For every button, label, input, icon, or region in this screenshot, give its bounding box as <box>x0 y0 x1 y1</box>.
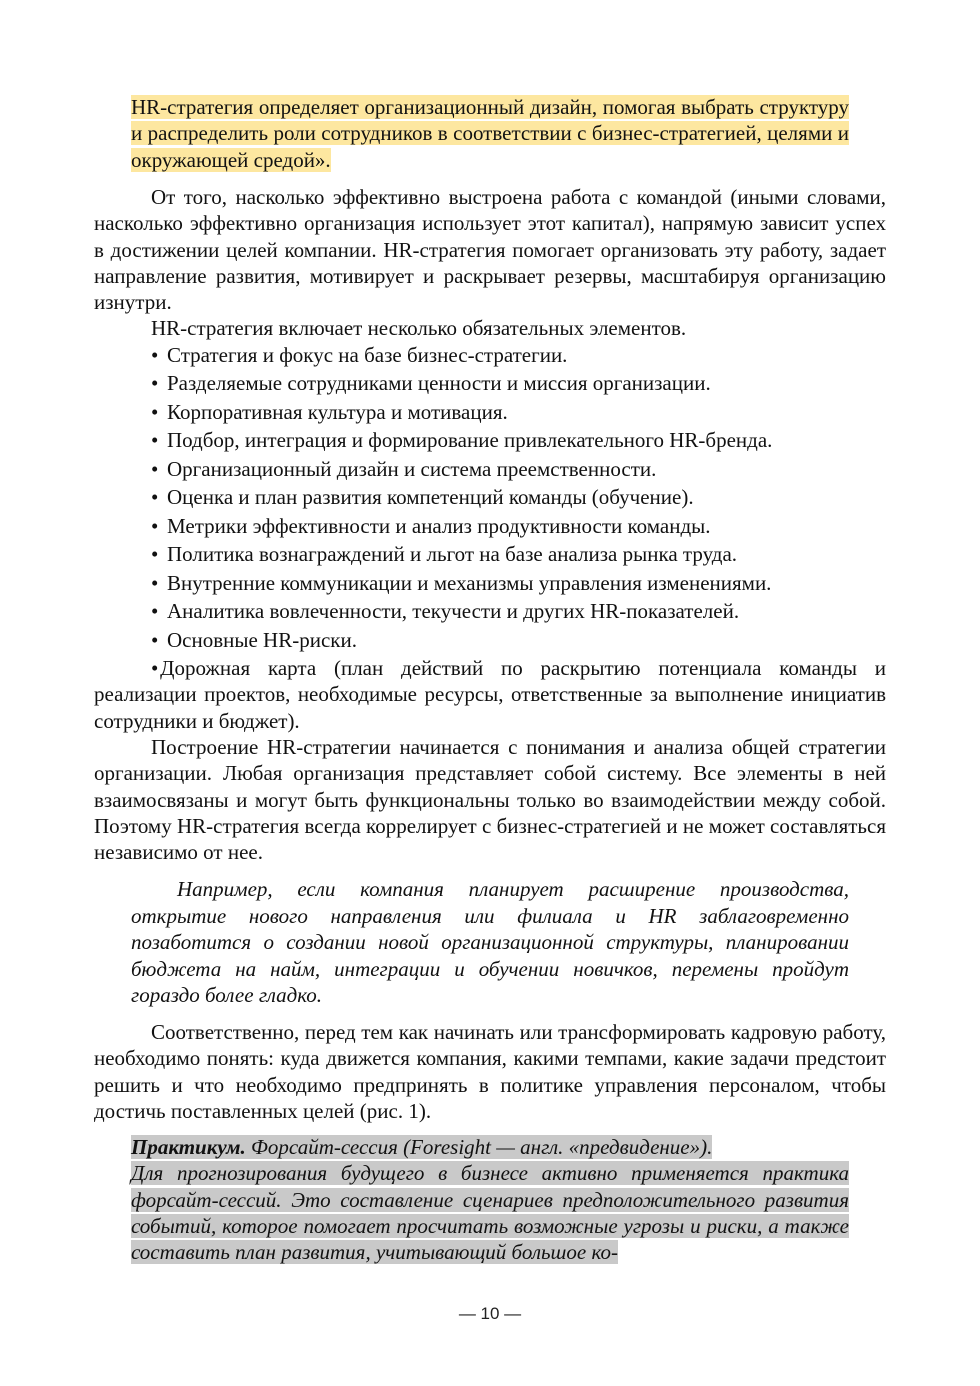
list-item <box>94 484 886 510</box>
list-item-text: Подбор, интеграция и формирование привлекательного HR-бренда. <box>167 428 773 453</box>
page-number: — 10 — <box>458 1304 522 1323</box>
list-item-text: Аналитика вовлеченности, текучести и других HR-показателей. <box>167 599 740 624</box>
list-item-text: Основные HR-риски. <box>167 627 357 652</box>
list-item <box>94 456 886 482</box>
list-item <box>94 570 886 596</box>
list-item-text: Разделяемые сотрудниками ценности и миссия организации. <box>167 371 711 396</box>
list-item-text: Метрики эффективности и анализ продуктивности команды. <box>167 513 711 538</box>
paragraph-1: От того, насколько эффективно выстроена работа с командой (иными словами, насколько эффективно организация использует этот капитал), напрямую зависит успех в достижении целей компании. HR-стратегия помогает организовать эту работу, задает направление развития, мотивирует и раскрывает резервы, масштабируя организацию изнутри. <box>94 185 886 315</box>
practicum-shade <box>131 1135 849 1264</box>
bullet-dot: • <box>151 570 159 595</box>
list-item <box>94 342 886 368</box>
list-item <box>94 598 886 624</box>
practicum-text: Для прогнозирования будущего в бизнесе активно применяется практика форсайт-сессий. Это составление сценариев предположительного развития событий, которое помогает просчитать возможные угрозы и риски, а также составить план развития, учитывающий большое ко- <box>131 1161 849 1265</box>
bullet-dot: • <box>151 485 159 510</box>
list-item-text: Оценка и план развития компетенций команды (обучение). <box>167 485 694 510</box>
practicum-box <box>131 1134 849 1265</box>
list-item <box>94 541 886 567</box>
bullet-last <box>94 655 886 734</box>
list-item <box>94 513 886 539</box>
bullet-dot: • <box>151 599 159 624</box>
list-item <box>94 399 886 425</box>
bullet-last-text: Дорожная карта (план действий по раскрытию потенциала команды и реализации проектов, необходимые ресурсы, ответственные за выполнение инициатив сотрудники и бюджет). <box>94 656 886 733</box>
bullet-dot: • <box>151 428 159 453</box>
example-text: Например, если компания планирует расширение производства, открытие нового направления или филиала и HR заблаговременно позаботится о создании новой организационной структуры, планировании бюджета на найм, интеграции и обучении новичков, перемены пройдут гораздо более гладко. <box>131 877 849 1007</box>
bullet-dot: • <box>151 456 159 481</box>
paragraph-3: Соответственно, перед тем как начинать или трансформировать кадровую работу, необходимо понять: куда движется компания, какими темпами, какие задачи предстоит решить и что необходимо предпринять в политике управления персоналом, чтобы достичь поставленных целей (рис. 1). <box>94 1020 886 1123</box>
bullet-dot: • <box>151 542 159 567</box>
highlighted-quote <box>131 94 849 173</box>
bullet-dot: • <box>151 399 159 424</box>
practicum-label: Практикум. <box>131 1135 246 1159</box>
paragraph-2: Построение HR-стратегии начинается с понимания и анализа общей стратегии организации. Любая организация представляет собой систему. Все элементы в ней взаимосвязаны и могут быть функциональны только во взаимодействии между собой. Поэтому HR-стратегия всегда коррелирует с бизнес-стратегией и не может составляться независимо от нее. <box>94 735 886 865</box>
list-item <box>94 370 886 396</box>
hr-elements-list <box>94 342 886 653</box>
list-intro: HR-стратегия включает несколько обязательных элементов. <box>151 316 687 341</box>
practicum-title: Форсайт-сессия (Foresight — англ. «предвидение»). <box>245 1135 713 1159</box>
list-item-text: Внутренние коммуникации и механизмы управления изменениями. <box>167 570 772 595</box>
example-block <box>131 876 849 1009</box>
bullet-dot: • <box>151 371 159 396</box>
bullet-dot: • <box>151 342 159 367</box>
list-item-text: Стратегия и фокус на базе бизнес-стратегии. <box>167 342 568 367</box>
main-text-block <box>94 184 886 865</box>
paragraph-3-block <box>94 1019 886 1124</box>
list-item-text: Корпоративная культура и мотивация. <box>167 399 508 424</box>
highlighted-quote-text: HR-стратегия определяет организационный дизайн, помогая выбрать структуру и распределить роли сотрудников в соответствии с бизнес-стратегией, целями и окружающей средой». <box>131 95 849 172</box>
bullet-dot: • <box>151 513 159 538</box>
list-item <box>94 427 886 453</box>
list-item-text: Организационный дизайн и система преемственности. <box>167 456 657 481</box>
list-item-text: Политика вознаграждений и льгот на базе анализа рынка труда. <box>167 542 738 567</box>
list-item <box>94 627 886 653</box>
bullet-dot: • <box>151 656 159 681</box>
bullet-dot: • <box>151 627 159 652</box>
